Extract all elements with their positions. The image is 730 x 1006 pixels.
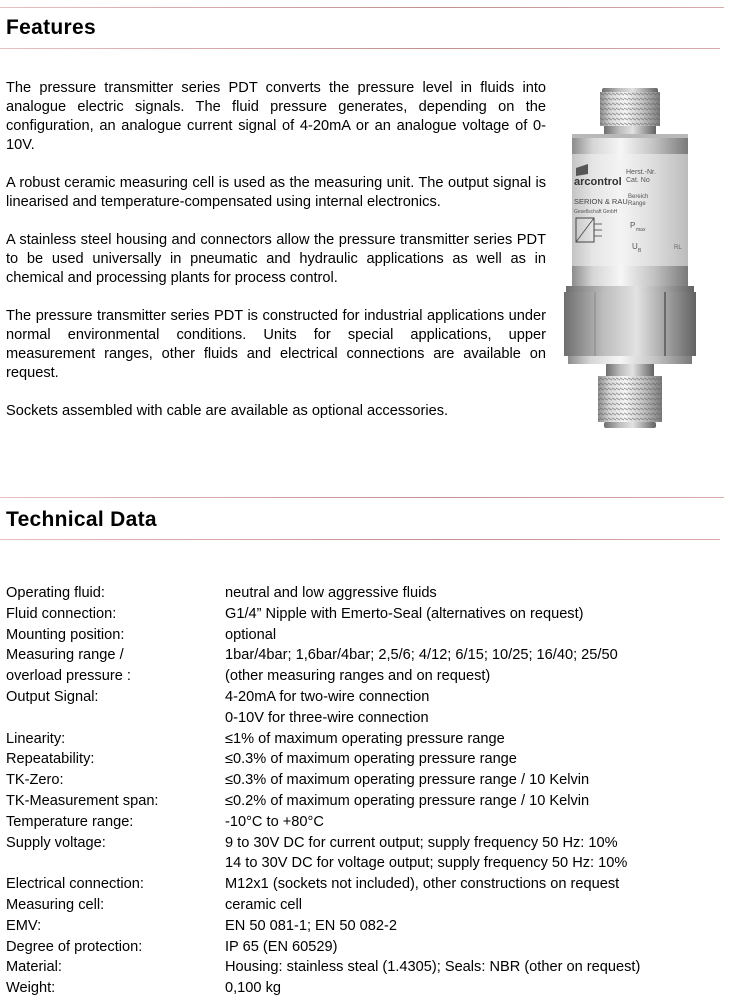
features-paragraph: The pressure transmitter series PDT is constructed for industrial applications under normal environmental conditions. Units for special applications, upper measurement ranges, other fluids and electrical connections are available on request.	[6, 308, 546, 381]
spec-value: ceramic cell	[225, 896, 303, 913]
spec-value: 0,100 kg	[225, 980, 281, 997]
spec-label: Measuring cell:	[6, 896, 105, 913]
spec-value: ≤0.2% of maximum operating pressure range / 10 Kelvin	[225, 792, 590, 809]
spec-row	[6, 895, 706, 916]
spec-value: EN 50 081-1; EN 50 082-2	[225, 917, 397, 934]
spec-value: optional	[225, 626, 277, 643]
spec-value: 1bar/4bar; 1,6bar/4bar; 2,5/6; 4/12; 6/15; 10/25; 16/40; 25/50	[225, 647, 618, 664]
label-company-sub: Gesellschaft GmbH	[574, 209, 618, 215]
label-cat-no: Cat. No	[626, 177, 650, 184]
technical-divider	[0, 539, 720, 540]
spec-label: Electrical connection:	[6, 876, 144, 893]
spec-row	[6, 645, 706, 666]
spec-label: Material:	[6, 959, 62, 976]
spec-row	[6, 749, 706, 770]
top-divider	[0, 7, 724, 8]
spec-label: EMV:	[6, 917, 42, 934]
spec-row	[6, 791, 706, 812]
features-paragraph: Sockets assembled with cable are available as optional accessories.	[6, 403, 449, 419]
spec-label: Degree of protection:	[6, 938, 143, 955]
product-label	[572, 154, 688, 266]
label-brand: arcontrol	[574, 176, 622, 188]
label-pmax: P	[630, 221, 636, 230]
spec-label: TK-Zero:	[6, 772, 64, 789]
spec-row	[6, 853, 706, 874]
spec-value: 0-10V for three-wire connection	[225, 709, 429, 726]
features-divider	[0, 48, 720, 49]
label-ub: U	[632, 242, 638, 251]
label-bereich: Bereich	[628, 194, 649, 200]
spec-value: 14 to 30V DC for voltage output; supply frequency 50 Hz: 10%	[225, 855, 628, 872]
label-range: Range	[628, 201, 646, 207]
spec-label: Repeatability:	[6, 751, 95, 768]
pressure-transmitter-image	[560, 82, 710, 447]
spec-row	[6, 937, 706, 958]
spec-label	[6, 708, 225, 729]
spec-value: IP 65 (EN 60529)	[225, 938, 338, 955]
spec-value: M12x1 (sockets not included), other constructions on request	[225, 876, 620, 893]
features-paragraph: A stainless steel housing and connectors allow the pressure transmitter series PDT to be used universally in pneumatic and hydraulic applications as well as in chemical and processing plants for process control.	[6, 232, 546, 286]
label-ub-sub: B	[638, 248, 642, 254]
spec-label: Linearity:	[6, 730, 66, 747]
spec-value: 4-20mA for two-wire connection	[225, 688, 430, 705]
features-paragraph: The pressure transmitter series PDT converts the pressure level in fluids into analogue electric signals. The fluid pressure generates, depending on the configuration, an analogue current signal of 4-20mA or an analogue voltage of 0-10V.	[6, 80, 546, 153]
spec-label: Output Signal:	[6, 688, 99, 705]
label-hest-nr: Herst.-Nr.	[626, 169, 656, 176]
spec-row	[6, 666, 706, 687]
spec-value: neutral and low aggressive fluids	[225, 585, 437, 601]
spec-label: Mounting position:	[6, 626, 125, 643]
spec-value: G1/4” Nipple with Emerto-Seal (alternatives on request)	[225, 605, 584, 622]
spec-label	[6, 853, 225, 874]
spec-label: Supply voltage:	[6, 834, 106, 851]
features-heading: Features	[6, 16, 96, 39]
spec-row	[6, 916, 706, 937]
spec-label: Measuring range /	[6, 647, 124, 664]
spec-label: TK-Measurement span:	[6, 792, 159, 809]
spec-row	[6, 957, 706, 978]
spec-value: Housing: stainless steal (1.4305); Seals: NBR (other on request)	[225, 959, 641, 976]
spec-row	[6, 874, 706, 895]
spec-row	[6, 708, 706, 729]
features-text	[6, 79, 546, 440]
spec-row	[6, 604, 706, 625]
spec-value: 9 to 30V DC for current output; supply frequency 50 Hz: 10%	[225, 834, 618, 851]
spec-label: Operating fluid:	[6, 585, 105, 601]
spec-row	[6, 625, 706, 646]
spec-label: overload pressure :	[6, 668, 131, 685]
spec-row	[6, 812, 706, 833]
label-pmax-sub: max	[636, 227, 646, 233]
spec-row	[6, 770, 706, 791]
spec-label: Temperature range:	[6, 813, 134, 830]
label-company: SERION & RAU	[574, 197, 628, 206]
spec-label: Weight:	[6, 980, 56, 997]
spec-row	[6, 833, 706, 854]
technical-data-heading: Technical Data	[6, 508, 157, 531]
spec-table	[6, 583, 706, 999]
spec-row	[6, 729, 706, 750]
spec-value: -10°C to +80°C	[225, 813, 324, 830]
spec-label: Fluid connection:	[6, 605, 117, 622]
label-right-code: RL	[674, 245, 682, 251]
technical-top-divider	[0, 497, 724, 498]
spec-value: ≤0.3% of maximum operating pressure range	[225, 751, 517, 768]
spec-value: ≤1% of maximum operating pressure range	[225, 730, 505, 747]
features-paragraph: A robust ceramic measuring cell is used as the measuring unit. The output signal is linearised and temperature-compensated using internal electronics.	[6, 175, 546, 210]
spec-row	[6, 687, 706, 708]
spec-value: ≤0.3% of maximum operating pressure range / 10 Kelvin	[225, 772, 590, 789]
spec-row	[6, 583, 706, 604]
spec-row	[6, 978, 706, 999]
spec-value: (other measuring ranges and on request)	[225, 668, 491, 685]
